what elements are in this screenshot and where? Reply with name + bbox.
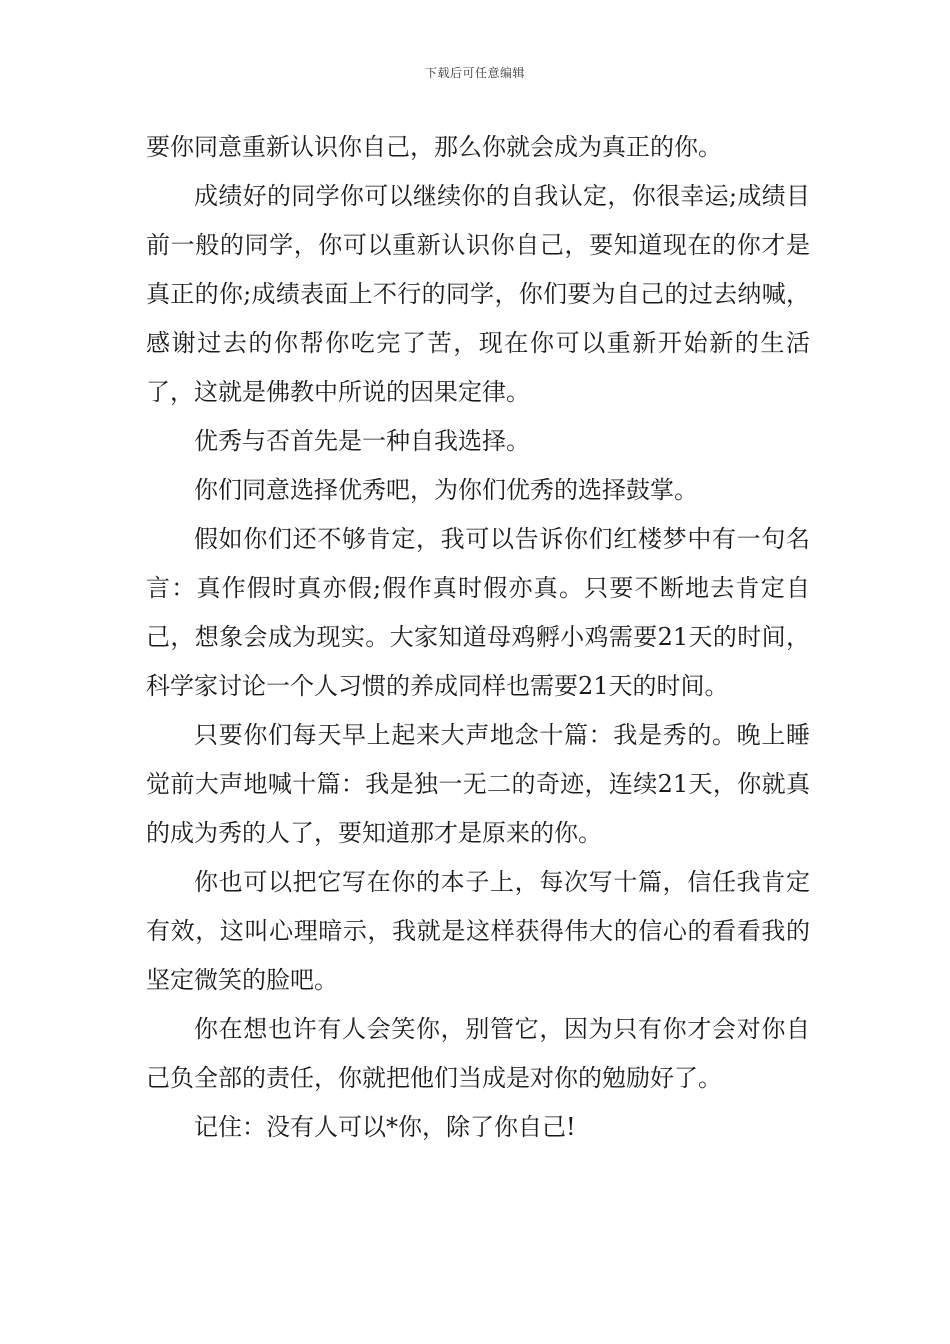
paragraph-1: 要你同意重新认识你自己，那么你就会成为真正的你。 bbox=[146, 133, 722, 161]
document-body bbox=[146, 123, 810, 1152]
paragraph-6: 只要你们每天早上起来大声地念十篇：我是秀的。晚上睡觉前大声地喊十篇：我是独一无二的奇迹，连续21天，你就真的成为秀的人了，要知道那才是原来的你。 bbox=[146, 721, 810, 847]
paragraph-7: 你也可以把它写在你的本子上，每次写十篇，信任我肯定有效，这叫心理暗示，我就是这样获得伟大的信心的看看我的坚定微笑的脸吧。 bbox=[146, 868, 810, 994]
paragraph-2: 成绩好的同学你可以继续你的自我认定，你很幸运;成绩目前一般的同学，你可以重新认识你自己，要知道现在的你才是真正的你;成绩表面上不行的同学，你们要为自己的过去纳喊，感谢过去的你帮你吃完了苦，现在你可以重新开始新的生活了，这就是佛教中所说的因果定律。 bbox=[146, 182, 810, 406]
paragraph-8: 你在想也许有人会笑你，别管它，因为只有你才会对你自己负全部的责任，你就把他们当成是对你的勉励好了。 bbox=[146, 1015, 810, 1092]
paragraph-3: 优秀与否首先是一种自我选择。 bbox=[194, 427, 530, 455]
paragraph-5: 假如你们还不够肯定，我可以告诉你们红楼梦中有一句名言：真作假时真亦假;假作真时假亦真。只要不断地去肯定自己，想象会成为现实。大家知道母鸡孵小鸡需要21天的时间，科学家讨论一个人习惯的养成同样也需要21天的时间。 bbox=[146, 525, 810, 700]
page-header: 下载后可任意编辑 bbox=[424, 66, 525, 80]
paragraph-9: 记住：没有人可以*你，除了你自己! bbox=[194, 1113, 576, 1141]
paragraph-4: 你们同意选择优秀吧，为你们优秀的选择鼓掌。 bbox=[194, 476, 698, 504]
